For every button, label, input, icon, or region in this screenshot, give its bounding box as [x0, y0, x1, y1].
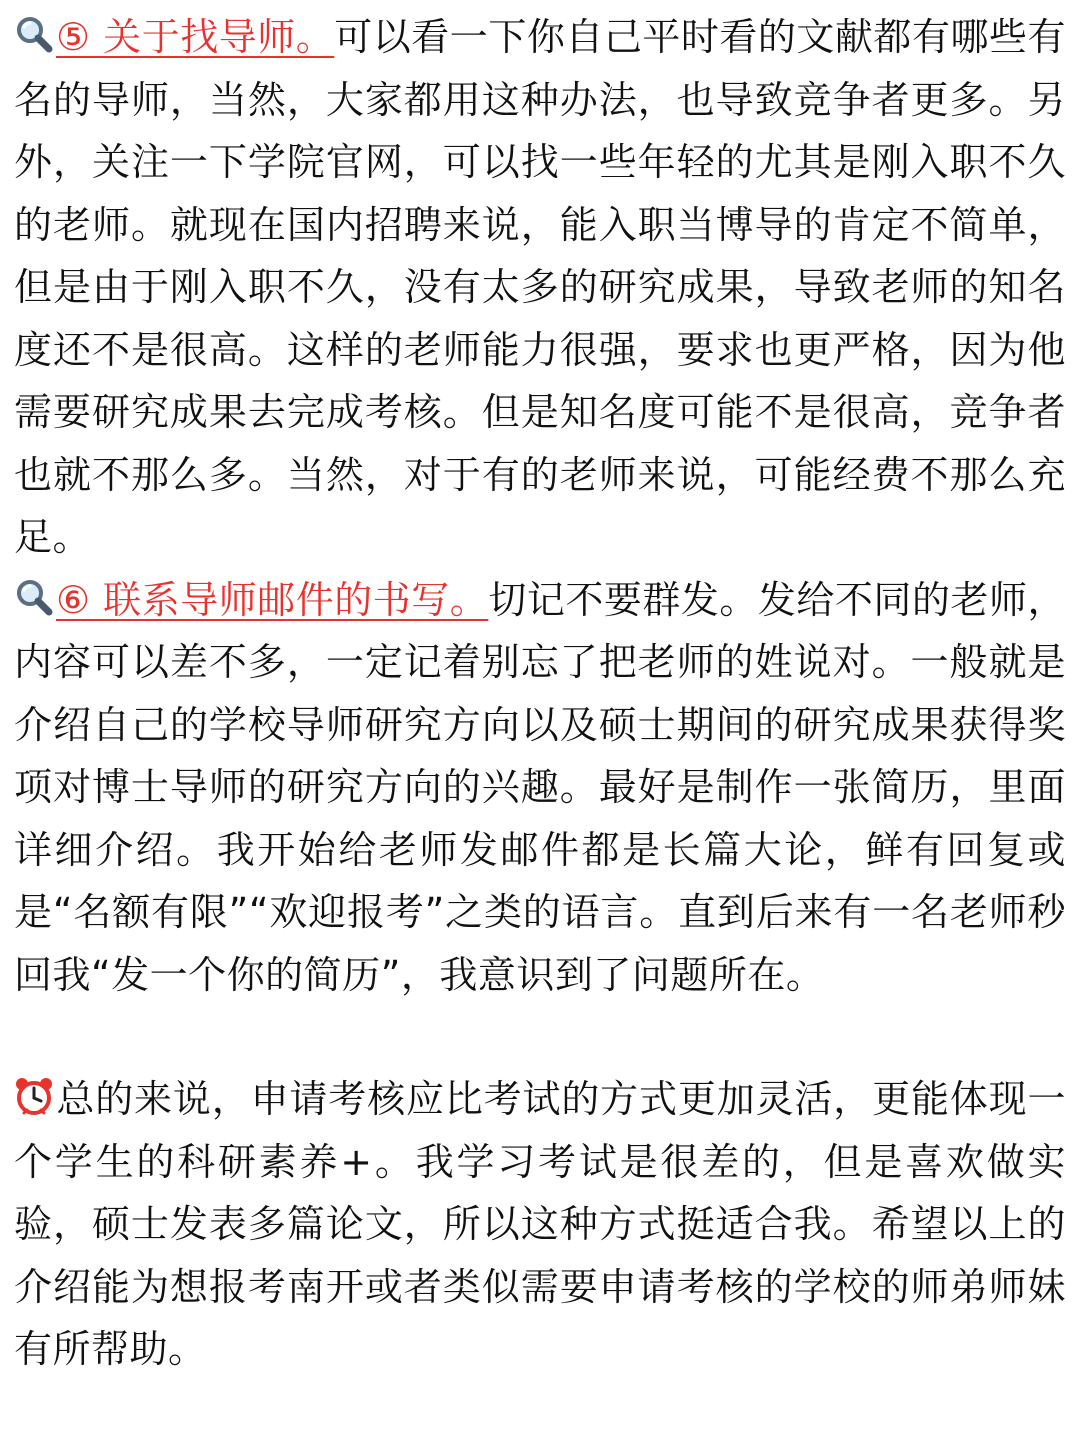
article-body: [14, 6, 1066, 1381]
section-summary: [14, 1068, 1066, 1381]
magnifier-icon: [14, 14, 54, 54]
section-text: 切记不要群发。发给不同的老师，内容可以差不多，一定记着别忘了把老师的姓说对。一般就是介绍自己的学校导师研究方向以及硕士期间的研究成果获得奖项对博士导师的研究方向的兴趣。最好是制作一张简历，里面详细介绍。我开始给老师发邮件都是长篇大论，鲜有回复或是“名额有限”“欢迎报考”之类的语言。直到后来有一名老师秒回我“发一个你的简历”，我意识到了问题所在。: [14, 577, 1066, 997]
section-email-writing: [14, 569, 1066, 1007]
section-heading: ⑤ 关于找导师。: [56, 15, 335, 59]
magnifier-icon: [14, 577, 54, 617]
section-text: 总的来说，申请考核应比考试的方式更加灵活，更能体现一个学生的科研素养+。我学习考试是很差的，但是喜欢做实验，硕士发表多篇论文，所以这种方式挺适合我。希望以上的介绍能为想报考南开或者类似需要申请考核的学校的师弟师妹有所帮助。: [14, 1077, 1066, 1371]
section-text: 可以看一下你自己平时看的文献都有哪些有名的导师，当然，大家都用这种办法，也导致竞争者更多。另外，关注一下学院官网，可以找一些年轻的尤其是刚入职不久的老师。就现在国内招聘来说，能入职当博导的肯定不简单，但是由于刚入职不久，没有太多的研究成果，导致老师的知名度还不是很高。这样的老师能力很强，要求也更严格，因为他需要研究成果去完成考核。但是知名度可能不是很高，竞争者也就不那么多。当然，对于有的老师来说，可能经费不那么充足。: [14, 15, 1066, 559]
alarm-clock-icon: [14, 1076, 54, 1116]
section-heading: ⑥ 联系导师邮件的书写。: [56, 577, 489, 622]
section-find-advisor: [14, 6, 1066, 569]
